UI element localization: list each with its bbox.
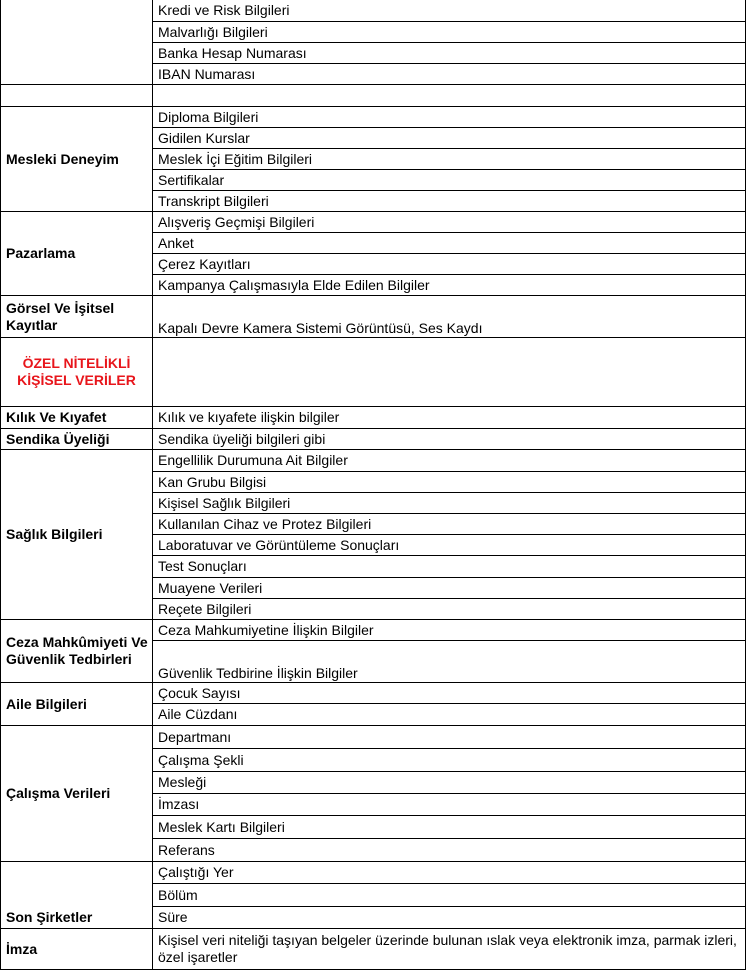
category-cell: Pazarlama xyxy=(1,212,153,296)
category-cell: Sendika Üyeliği xyxy=(1,429,153,450)
table-row xyxy=(1,296,746,338)
item-cell xyxy=(153,85,746,107)
item-cell: Departmanı xyxy=(153,726,746,749)
item-cell: Transkript Bilgileri xyxy=(153,191,746,212)
item-cell: Kredi ve Risk Bilgileri xyxy=(153,0,746,22)
category-cell: Mesleki Deneyim xyxy=(1,107,153,212)
item-cell: Kapalı Devre Kamera Sistemi Görüntüsü, Ses Kaydı xyxy=(153,296,746,338)
item-cell: Meslek Kartı Bilgileri xyxy=(153,816,746,839)
item-cell: Meslek İçi Eğitim Bilgileri xyxy=(153,149,746,170)
table-row xyxy=(1,450,746,472)
category-cell: İmza xyxy=(1,929,153,970)
item-cell: İmzası xyxy=(153,794,746,816)
item-cell: Test Sonuçları xyxy=(153,556,746,578)
item-cell: Laboratuvar ve Görüntüleme Sonuçları xyxy=(153,535,746,556)
table-row xyxy=(1,726,746,749)
table-row xyxy=(1,929,746,970)
item-cell: Çalışma Şekli xyxy=(153,749,746,772)
category-cell: Son Şirketler xyxy=(1,862,153,929)
table-row xyxy=(1,85,746,107)
item-cell: Kullanılan Cihaz ve Protez Bilgileri xyxy=(153,514,746,535)
item-cell xyxy=(153,338,746,407)
table-row xyxy=(1,0,746,22)
item-cell: Sertifikalar xyxy=(153,170,746,191)
item-cell: Çocuk Sayısı xyxy=(153,683,746,704)
item-cell: Kişisel Sağlık Bilgileri xyxy=(153,493,746,514)
item-cell: Güvenlik Tedbirine İlişkin Bilgiler xyxy=(153,641,746,683)
category-cell: Çalışma Verileri xyxy=(1,726,153,862)
category-cell xyxy=(1,0,153,85)
table-row xyxy=(1,212,746,233)
table-row xyxy=(1,338,746,407)
table-row xyxy=(1,429,746,450)
category-cell: Sağlık Bilgileri xyxy=(1,450,153,620)
item-cell: Engellilik Durumuna Ait Bilgiler xyxy=(153,450,746,472)
table-row xyxy=(1,107,746,128)
item-cell: IBAN Numarası xyxy=(153,64,746,85)
item-cell: Referans xyxy=(153,839,746,862)
table-row xyxy=(1,620,746,641)
item-cell: Kişisel veri niteliği taşıyan belgeler üzerinde bulunan ıslak veya elektronik imza, parmak izleri, özel işaretler xyxy=(153,929,746,970)
item-cell: Alışveriş Geçmişi Bilgileri xyxy=(153,212,746,233)
category-cell: Görsel Ve İşitsel Kayıtlar xyxy=(1,296,153,338)
item-cell: Aile Cüzdanı xyxy=(153,704,746,726)
item-cell: Kan Grubu Bilgisi xyxy=(153,472,746,493)
category-cell: Aile Bilgileri xyxy=(1,683,153,726)
item-cell: Bölüm xyxy=(153,884,746,907)
item-cell: Banka Hesap Numarası xyxy=(153,43,746,64)
category-cell: Ceza Mahkûmiyeti Ve Güvenlik Tedbirleri xyxy=(1,620,153,683)
item-cell: Anket xyxy=(153,233,746,254)
table-row xyxy=(1,683,746,704)
item-cell: Çerez Kayıtları xyxy=(153,254,746,275)
item-cell: Kılık ve kıyafete ilişkin bilgiler xyxy=(153,407,746,429)
category-cell: Kılık Ve Kıyafet xyxy=(1,407,153,429)
table-row xyxy=(1,862,746,884)
item-cell: Diploma Bilgileri xyxy=(153,107,746,128)
item-cell: Çalıştığı Yer xyxy=(153,862,746,884)
item-cell: Malvarlığı Bilgileri xyxy=(153,22,746,43)
item-cell: Gidilen Kurslar xyxy=(153,128,746,149)
item-cell: Reçete Bilgileri xyxy=(153,599,746,620)
item-cell: Ceza Mahkumiyetine İlişkin Bilgiler xyxy=(153,620,746,641)
item-cell: Süre xyxy=(153,907,746,929)
item-cell: Kampanya Çalışmasıyla Elde Edilen Bilgiler xyxy=(153,275,746,296)
item-cell: Mesleği xyxy=(153,772,746,794)
category-cell xyxy=(1,85,153,107)
item-cell: Sendika üyeliği bilgileri gibi xyxy=(153,429,746,450)
item-cell: Muayene Verileri xyxy=(153,578,746,599)
special-category-heading: ÖZEL NİTELİKLİ KİŞİSEL VERİLER xyxy=(1,338,153,407)
table-row xyxy=(1,407,746,429)
